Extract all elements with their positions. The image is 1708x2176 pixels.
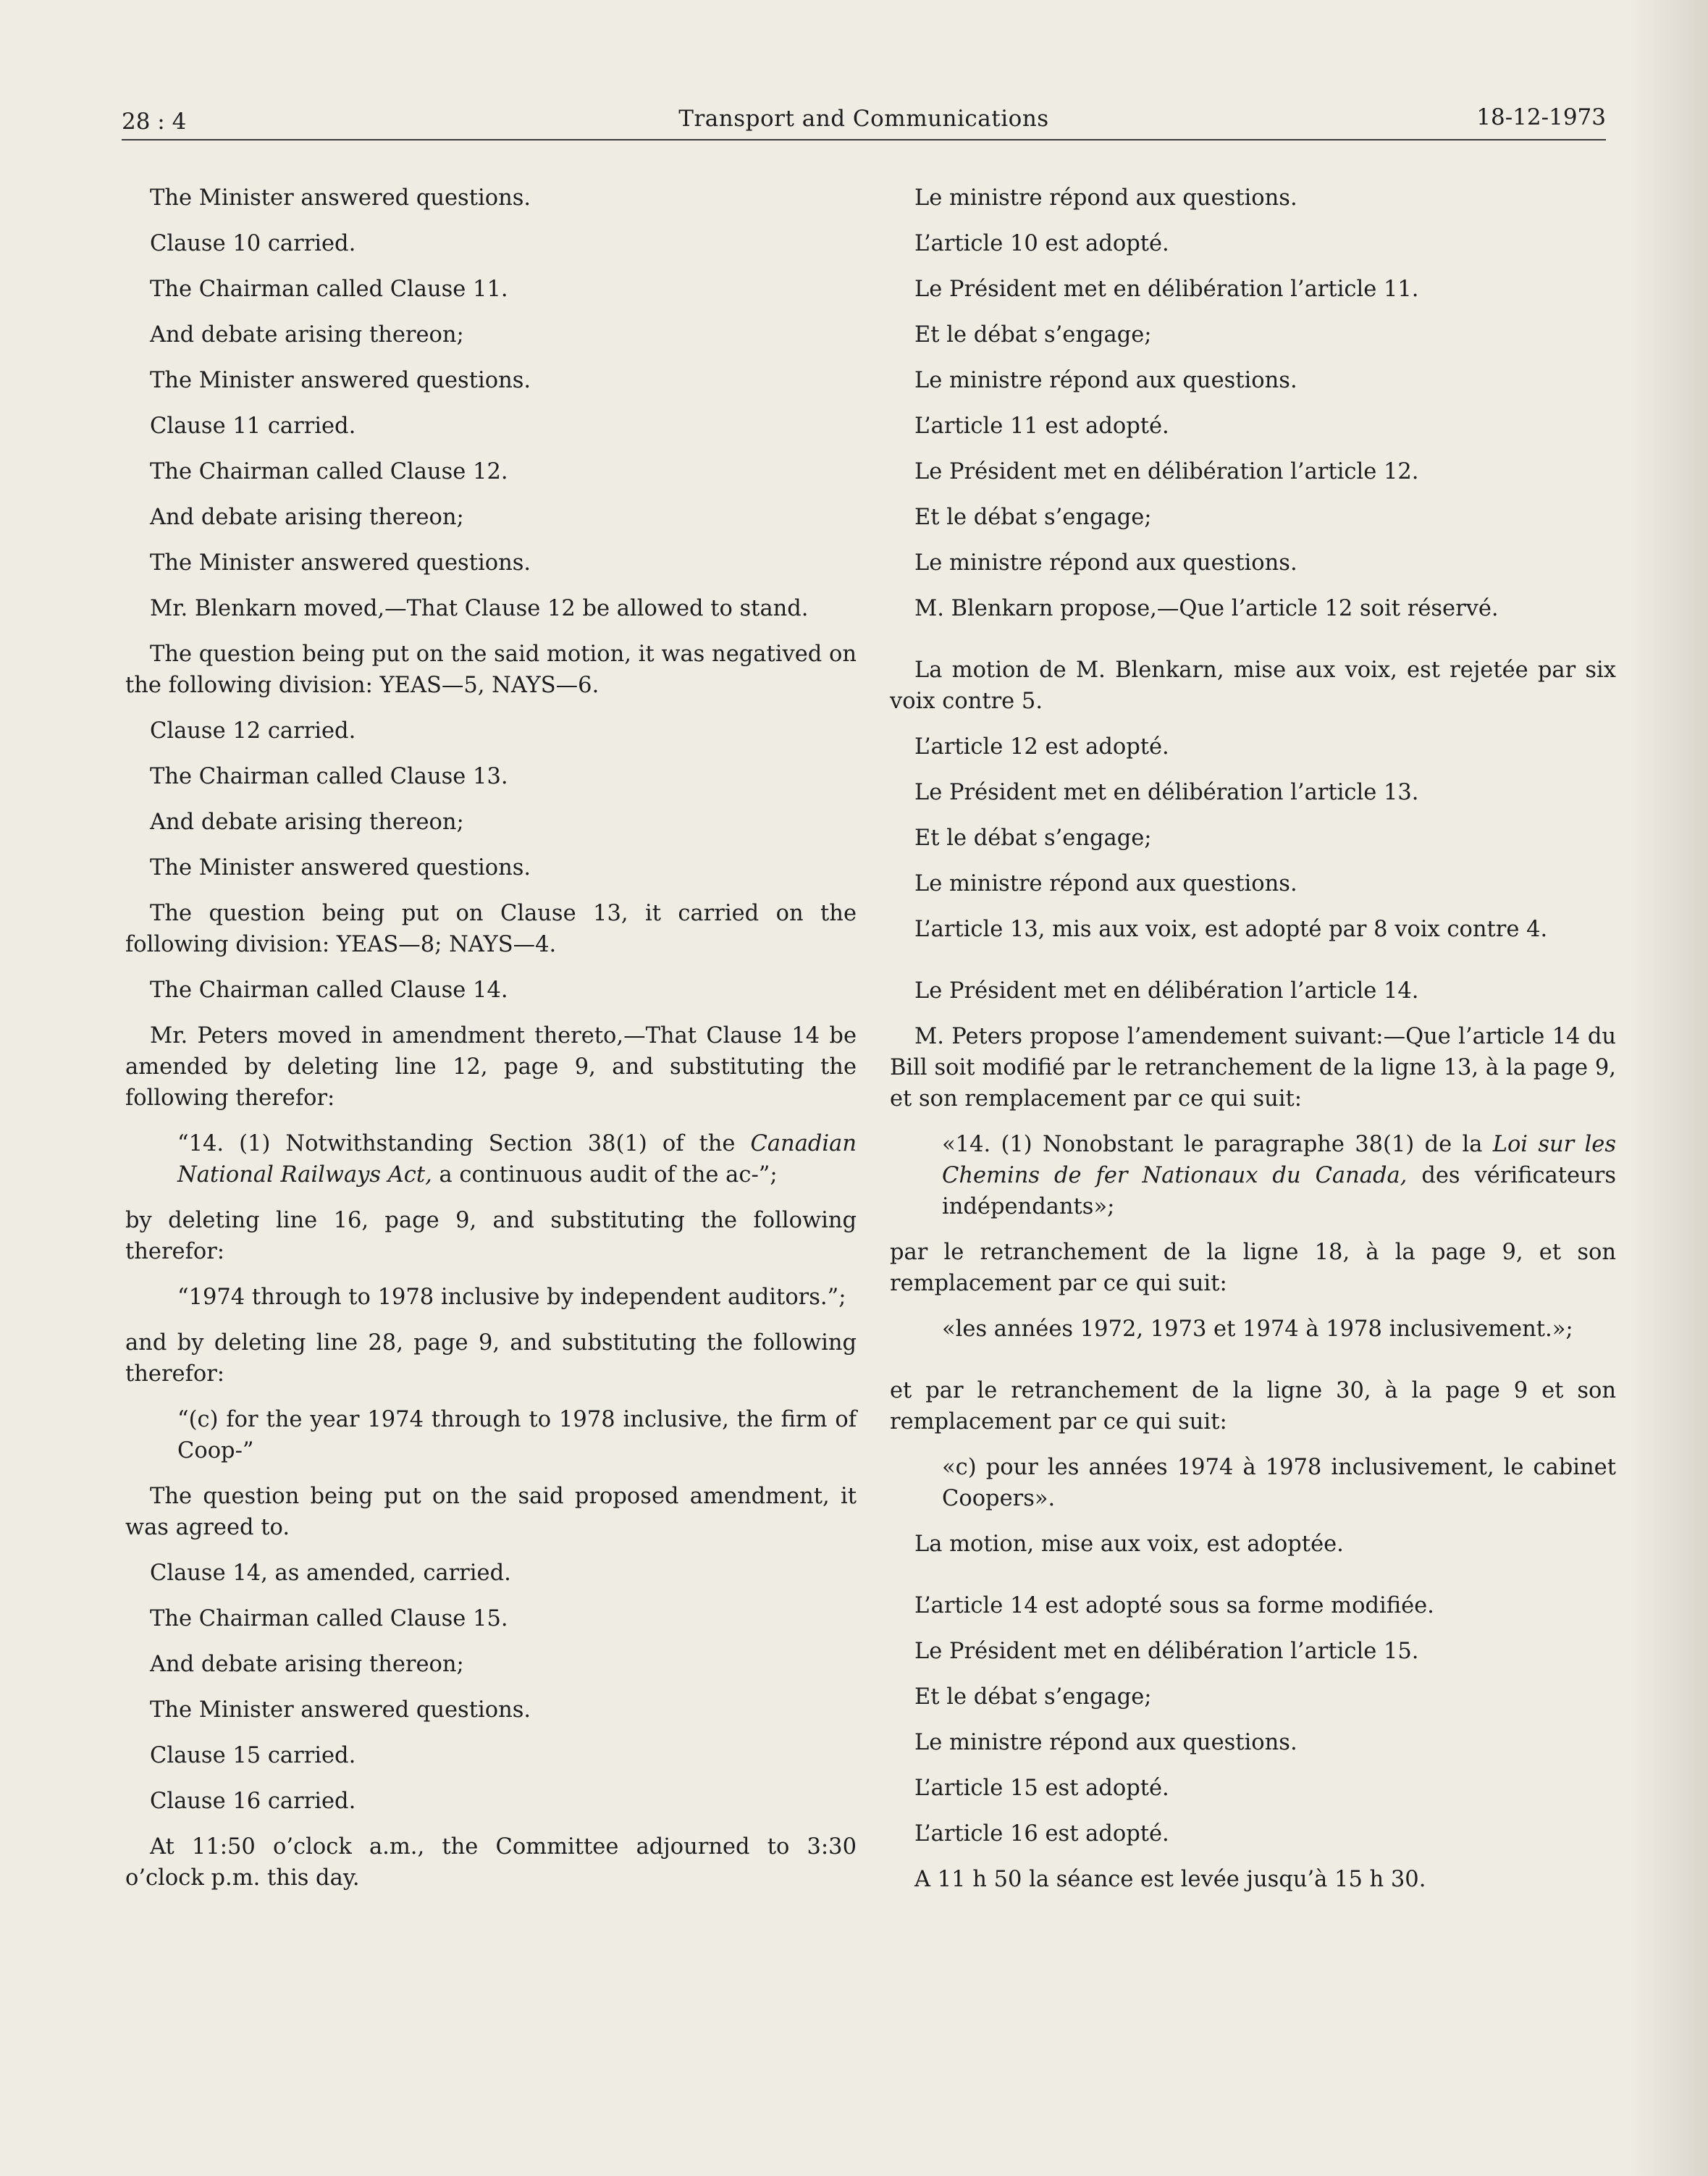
paragraph: L’article 15 est adopté. [914,1776,1169,1801]
quoted-amendment: «c) pour les années 1974 à 1978 inclusivement, le cabinet Coopers». [942,1455,1616,1511]
paragraph: Et le débat s’engage; [914,505,1152,530]
quoted-amendment [942,1129,1616,1222]
paragraph: Clause 10 carried. [150,231,356,256]
page-date: 18-12-1973 [1476,104,1606,130]
quoted-amendment: “1974 through to 1978 inclusive by independent auditors.”; [177,1285,846,1310]
paragraph: Le ministre répond aux questions. [914,368,1297,393]
quoted-amendment: «les années 1972, 1973 et 1974 à 1978 inclusivement.»; [942,1316,1573,1342]
paragraph: par le retranchement de la ligne 18, à la page 9, et son remplacement par ce qui suit: [890,1240,1616,1296]
paragraph: by deleting line 16, page 9, and substituting the following therefor: [125,1208,857,1264]
paragraph: Le ministre répond aux questions. [914,871,1297,896]
paragraph: The question being put on the said motion, it was negatived on the following division: YEAS—5, NAYS—6. [125,642,857,698]
quote-text: des vérificateurs indépendants»; [942,1163,1616,1219]
paragraph: And debate arising thereon; [150,810,464,835]
paragraph: Le ministre répond aux questions. [914,1730,1297,1755]
paragraph: and by deleting line 28, page 9, and substituting the following therefor: [125,1330,857,1387]
paragraph: Et le débat s’engage; [914,1684,1152,1710]
act-title: Loi sur les Chemins de fer Nationaux du Canada, [942,1132,1616,1188]
act-title: Canadian National Railways Act, [177,1131,857,1188]
paragraph: The Chairman called Clause 11. [150,277,508,302]
quote-text: «14. (1) Nonobstant le paragraphe 38(1) de la [942,1132,1493,1157]
paragraph: Clause 16 carried. [150,1789,356,1814]
paragraph: Le Président met en délibération l’article 15. [914,1639,1419,1664]
paragraph: And debate arising thereon; [150,322,464,348]
quoted-amendment [177,1128,857,1190]
paragraph: Clause 11 carried. [150,413,356,439]
paragraph: The Chairman called Clause 12. [150,459,508,484]
quote-text: a continuous audit of the ac-”; [432,1162,778,1188]
english-column [125,182,857,1908]
paragraph: The Minister answered questions. [150,368,531,393]
paragraph: And debate arising thereon; [150,505,464,530]
paragraph: Le Président met en délibération l’article 13. [914,780,1419,805]
paragraph: L’article 14 est adopté sous sa forme modifiée. [914,1593,1434,1618]
paragraph: The Minister answered questions. [150,550,531,576]
paragraph: Clause 14, as amended, carried. [150,1560,511,1586]
paragraph: And debate arising thereon; [150,1652,464,1677]
french-column [890,182,1616,1910]
paragraph: Mr. Blenkarn moved,—That Clause 12 be allowed to stand. [150,596,809,621]
paragraph: The Chairman called Clause 14. [150,978,508,1003]
paragraph: Le Président met en délibération l’article 11. [914,277,1419,302]
paragraph: L’article 12 est adopté. [914,734,1169,760]
paragraph: The Minister answered questions. [150,1697,531,1723]
page-header [122,103,1606,140]
paragraph: The Chairman called Clause 13. [150,764,508,789]
paragraph: The question being put on the said proposed amendment, it was agreed to. [125,1484,857,1540]
paragraph: L’article 16 est adopté. [914,1821,1169,1847]
paragraph: Clause 12 carried. [150,718,356,744]
quoted-amendment: “(c) for the year 1974 through to 1978 inclusive, the firm of Coop-” [177,1407,857,1463]
quote-text: “14. (1) Notwithstanding Section 38(1) of the [177,1131,751,1156]
paragraph: Le Président met en délibération l’article 14. [914,978,1419,1004]
paragraph: Clause 15 carried. [150,1743,356,1768]
page-number: 28 : 4 [122,109,187,135]
paragraph: The Minister answered questions. [150,855,531,881]
paragraph: L’article 13, mis aux voix, est adopté par 8 voix contre 4. [914,917,1548,942]
paragraph: The Chairman called Clause 15. [150,1606,508,1631]
paragraph: Et le débat s’engage; [914,826,1152,851]
paragraph: At 11:50 o’clock a.m., the Committee adjourned to 3:30 o’clock p.m. this day. [125,1834,857,1891]
page-title: Transport and Communications [678,106,1049,132]
paragraph: Mr. Peters moved in amendment thereto,—That Clause 14 be amended by deleting line 12, page 9, and substituting the following therefor: [125,1023,857,1111]
paragraph: Le Président met en délibération l’article 12. [914,459,1419,484]
paragraph: et par le retranchement de la ligne 30, à la page 9 et son remplacement par ce qui suit: [890,1378,1616,1434]
paragraph: M. Blenkarn propose,—Que l’article 12 soit réservé. [914,596,1499,621]
paragraph: Et le débat s’engage; [914,322,1152,348]
paragraph: The Minister answered questions. [150,185,531,211]
page-edge-shadow [1628,0,1708,2176]
paragraph: Le ministre répond aux questions. [914,185,1297,211]
paragraph: L’article 11 est adopté. [914,413,1169,439]
paragraph: L’article 10 est adopté. [914,231,1169,256]
paragraph: Le ministre répond aux questions. [914,550,1297,576]
paragraph: The question being put on Clause 13, it carried on the following division: YEAS—8; NAYS—4. [125,901,857,957]
paragraph: A 11 h 50 la séance est levée jusqu’à 15 h 30. [914,1867,1426,1892]
paragraph: La motion, mise aux voix, est adoptée. [914,1532,1344,1557]
paragraph: La motion de M. Blenkarn, mise aux voix, est rejetée par six voix contre 5. [890,658,1616,714]
paragraph: M. Peters propose l’amendement suivant:—Que l’article 14 du Bill soit modifié par le retranchement de la ligne 13, à la page 9, et son remplacement par ce qui suit: [890,1024,1616,1112]
